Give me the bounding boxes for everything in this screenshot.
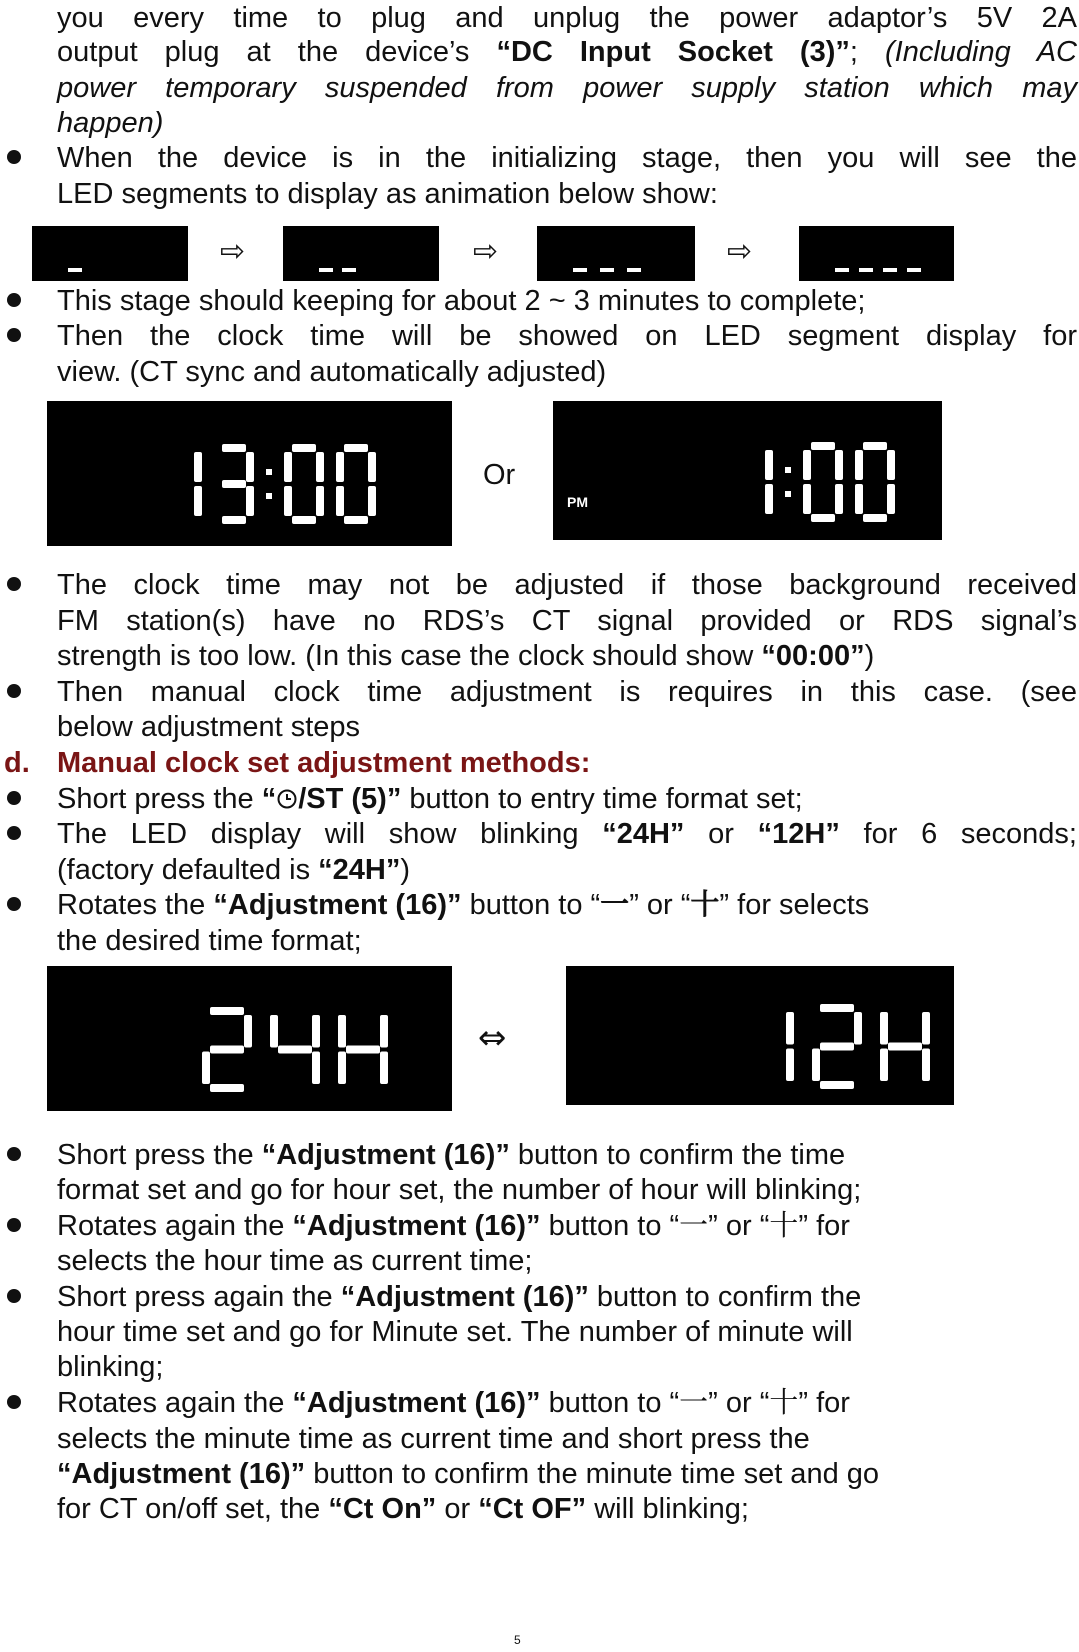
text: Short press the <box>57 1139 262 1171</box>
led-segment <box>803 484 811 514</box>
led-segment <box>244 1015 252 1048</box>
step-2-line-2 <box>57 852 1077 889</box>
then-clock-line-2: view. (CT sync and automatically adjusted) <box>57 356 607 388</box>
text: button to confirm the time <box>509 1139 846 1171</box>
adjustment-ref: “Adjustment (16)” <box>340 1281 589 1313</box>
animation-arrow-3: ⇨ <box>727 234 753 269</box>
led-segment <box>887 484 895 514</box>
bullet <box>7 897 21 911</box>
led-segment <box>316 452 324 482</box>
seven-segment-display <box>553 401 942 540</box>
led-segment <box>246 452 254 482</box>
text: “24H” <box>602 818 685 850</box>
colon-dot <box>785 467 791 473</box>
intro-text: ; <box>849 36 885 68</box>
led-segment <box>811 442 835 450</box>
or-label: Or <box>483 459 516 491</box>
minute-set-line-4 <box>57 1491 1077 1528</box>
init-line-1: When the device is in the initializing stage, then you will see the <box>57 142 1077 174</box>
plus-symbol: 十 <box>690 889 720 921</box>
led-segment <box>803 450 811 480</box>
text: (factory defaulted is <box>57 854 319 886</box>
bullet <box>7 1395 21 1409</box>
led-segment <box>336 452 344 482</box>
lcd-dash <box>627 268 641 272</box>
led-segment <box>812 1049 820 1082</box>
bullet <box>7 1147 21 1161</box>
manual-required-line-2: below adjustment steps <box>57 711 361 743</box>
confirm-format-line-2: format set and go for hour set, the number of hour will blinking; <box>57 1174 862 1206</box>
intro-note: (Including AC <box>884 36 1077 68</box>
text: ” for selects <box>719 889 870 921</box>
led-segment <box>811 514 835 522</box>
led-segment <box>863 442 887 450</box>
intro-note: power temporary suspended from power supply station which may <box>57 72 1077 104</box>
led-segment <box>863 514 887 522</box>
intro-line-1: you every time to plug and unplug the power adaptor’s 5V 2A <box>57 2 1077 34</box>
text: “12H” <box>757 818 840 850</box>
led-segment <box>284 486 292 516</box>
text: for CT on/off set, the <box>57 1493 329 1525</box>
step-3-line-2: the desired time format; <box>57 925 362 957</box>
seven-segment-display <box>566 966 954 1105</box>
text: button to “一” or “十” for <box>540 1210 850 1242</box>
led-segment <box>922 1012 930 1045</box>
led-segment <box>284 452 292 482</box>
led-segment <box>278 1046 312 1054</box>
stage-text: This stage should keeping for about 2 ~ 3 minutes to complete; <box>57 285 866 317</box>
section-letter: d. <box>4 747 30 779</box>
hour-set-line-1 <box>57 1208 1077 1245</box>
text: Rotates the <box>57 889 214 921</box>
led-segment <box>820 1004 854 1012</box>
lcd-clock-24h <box>47 401 452 546</box>
manual-required-line-1: Then manual clock time adjustment is requires in this case. (see <box>57 676 1077 708</box>
lcd-dash <box>319 268 333 272</box>
colon-dot <box>785 491 791 497</box>
not-adjusted-line-1: The clock time may not be adjusted if those background received <box>57 569 1077 601</box>
bullet <box>7 1289 21 1303</box>
led-segment <box>368 486 376 516</box>
dc-input-socket-ref: “DC Input Socket (3)” <box>496 36 850 68</box>
hour-set-line-2: selects the hour time as current time; <box>57 1245 533 1277</box>
st-button-ref: /ST (5)” <box>298 783 402 815</box>
text: or <box>684 818 758 850</box>
section-title: Manual clock set adjustment methods: <box>57 747 591 779</box>
lcd-dash <box>859 268 873 272</box>
led-segment <box>346 1046 380 1054</box>
clock-icon <box>276 788 298 810</box>
led-segment <box>194 452 202 482</box>
text: ) <box>864 640 875 672</box>
not-adjusted-line-2: FM station(s) have no RDS’s CT signal provided or RDS signal’s <box>57 605 1077 637</box>
text: “ <box>261 783 277 815</box>
text: or <box>436 1493 479 1525</box>
led-segment <box>194 486 202 516</box>
lcd-init-frame-2 <box>283 226 439 281</box>
adjustment-ref: “Adjustment (16)” <box>57 1458 306 1490</box>
led-segment <box>222 444 246 452</box>
not-adjusted-line-3 <box>57 638 1077 675</box>
led-segment <box>786 1049 794 1082</box>
seven-segment-display <box>47 966 452 1111</box>
confirm-hour-line-2: hour time set and go for Minute set. The number of minute will <box>57 1316 853 1348</box>
led-segment <box>765 450 773 480</box>
text: button to confirm the minute time set and go <box>305 1458 880 1490</box>
led-segment <box>316 486 324 516</box>
ct-off-ref: “Ct OF” <box>478 1493 587 1525</box>
colon-dot <box>266 469 272 475</box>
led-segment <box>202 1052 210 1085</box>
led-segment <box>820 1081 854 1089</box>
bullet <box>7 1218 21 1232</box>
animation-arrow-1: ⇨ <box>220 234 246 269</box>
text: The LED display will show blinking <box>57 818 603 850</box>
init-line-2: LED segments to display as animation below show: <box>57 178 718 210</box>
led-segment <box>246 486 254 516</box>
pm-indicator: PM <box>567 494 588 510</box>
text: strength is too low. (In this case the clock should show <box>57 640 762 672</box>
text: ” or “ <box>629 889 691 921</box>
lcd-init-frame-3 <box>537 226 695 281</box>
text: “24H” <box>318 854 401 886</box>
led-segment <box>312 1015 320 1048</box>
confirm-format-line-1 <box>57 1137 1077 1174</box>
text: will blinking; <box>586 1493 749 1525</box>
text: button to “ <box>461 889 601 921</box>
confirm-hour-line-3: blinking; <box>57 1351 164 1383</box>
led-segment <box>880 1012 888 1045</box>
led-segment <box>854 1012 862 1045</box>
bullet <box>7 328 21 342</box>
intro-text: output plug at the device’s <box>57 36 497 68</box>
confirm-hour-line-1 <box>57 1279 1077 1316</box>
led-segment <box>336 486 344 516</box>
seven-segment-display <box>47 401 452 546</box>
intro-line-2 <box>57 34 1077 71</box>
text: for 6 seconds; <box>839 818 1077 850</box>
led-segment <box>855 484 863 514</box>
zero-time: “00:00” <box>761 640 865 672</box>
led-segment <box>210 1084 244 1092</box>
step-1 <box>57 781 1077 818</box>
bullet <box>7 150 21 164</box>
led-segment <box>922 1049 930 1082</box>
led-segment <box>765 484 773 514</box>
text: button to confirm the <box>588 1281 862 1313</box>
minute-set-line-3 <box>57 1456 1077 1493</box>
led-segment <box>210 1007 244 1015</box>
led-segment <box>835 450 843 480</box>
minute-set-line-1 <box>57 1385 1077 1422</box>
text: Rotates again the <box>57 1387 293 1419</box>
adjustment-ref: “Adjustment (16)” <box>292 1387 541 1419</box>
lcd-format-12h <box>566 966 954 1105</box>
ct-on-ref: “Ct On” <box>328 1493 437 1525</box>
intro-line-4 <box>57 105 1077 142</box>
text: Rotates again the <box>57 1210 293 1242</box>
led-segment <box>820 1043 854 1051</box>
text: ) <box>400 854 411 886</box>
led-segment <box>344 444 368 452</box>
lcd-dash <box>907 268 921 272</box>
led-segment <box>210 1046 244 1054</box>
led-segment <box>222 480 246 488</box>
page-number: 5 <box>514 1633 521 1647</box>
led-segment <box>270 1015 278 1048</box>
led-segment <box>222 516 246 524</box>
lcd-dash <box>573 268 587 272</box>
lcd-dash <box>68 268 82 272</box>
lcd-init-frame-4 <box>799 226 954 281</box>
lcd-format-24h <box>47 966 452 1111</box>
format-toggle-arrow: ⇔ <box>478 1018 507 1058</box>
bullet <box>7 684 21 698</box>
adjustment-ref: “Adjustment (16)” <box>292 1210 541 1242</box>
lcd-dash <box>835 268 849 272</box>
text: Short press again the <box>57 1281 341 1313</box>
led-segment <box>880 1049 888 1082</box>
minute-set-line-2: selects the minute time as current time and short press the <box>57 1423 810 1455</box>
text: button to “一” or “十” for <box>540 1387 850 1419</box>
bullet <box>7 293 21 307</box>
led-segment <box>855 450 863 480</box>
led-segment <box>887 450 895 480</box>
led-segment <box>292 516 316 524</box>
intro-note: happen) <box>57 107 164 139</box>
led-segment <box>380 1015 388 1048</box>
led-segment <box>338 1015 346 1048</box>
bullet <box>7 791 21 805</box>
animation-arrow-2: ⇨ <box>473 234 499 269</box>
lcd-init-frame-1 <box>32 226 188 281</box>
led-segment <box>380 1052 388 1085</box>
lcd-dash <box>883 268 897 272</box>
led-segment <box>368 452 376 482</box>
then-clock-line-1: Then the clock time will be showed on LED segment display for <box>57 320 1077 352</box>
led-segment <box>786 1012 794 1045</box>
colon-dot <box>266 493 272 499</box>
led-segment <box>312 1052 320 1085</box>
led-segment <box>344 516 368 524</box>
text: button to entry time format set; <box>401 783 803 815</box>
bullet <box>7 577 21 591</box>
lcd-clock-12h <box>553 401 942 540</box>
minus-symbol: 一 <box>600 889 630 921</box>
bullet <box>7 826 21 840</box>
step-3-line-1 <box>57 887 1077 924</box>
led-segment <box>292 444 316 452</box>
intro-line-3 <box>57 70 1077 107</box>
text: Short press the <box>57 783 262 815</box>
adjustment-ref: “Adjustment (16)” <box>213 889 462 921</box>
adjustment-ref: “Adjustment (16)” <box>261 1139 510 1171</box>
led-segment <box>338 1052 346 1085</box>
step-2-line-1 <box>57 816 1077 853</box>
lcd-dash <box>600 268 614 272</box>
lcd-dash <box>342 268 356 272</box>
led-segment <box>888 1043 922 1051</box>
led-segment <box>835 484 843 514</box>
